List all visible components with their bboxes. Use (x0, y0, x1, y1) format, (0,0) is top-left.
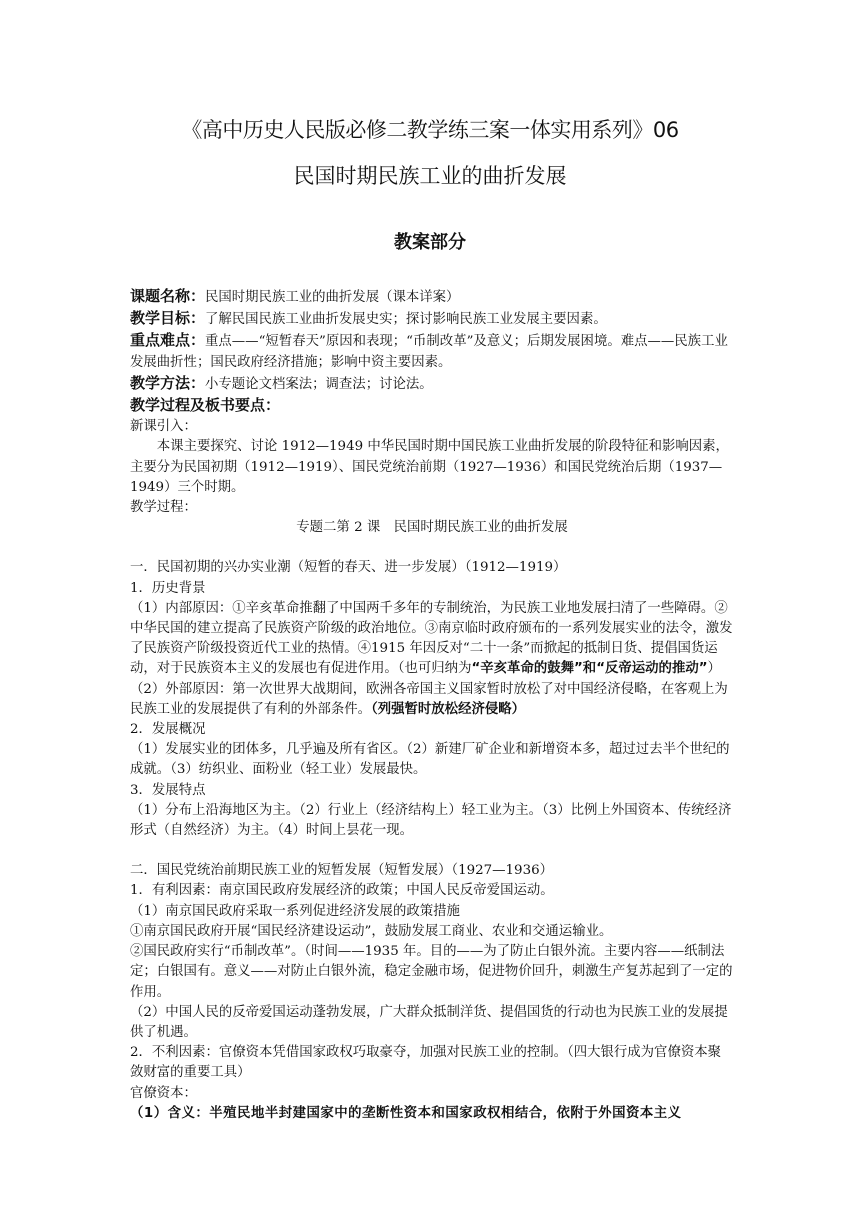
part1-s2: 2．发展概况 (130, 722, 206, 738)
part1-s1: 1．历史背景 (130, 580, 206, 596)
lesson-heading: 专题二第 2 课 民国时期民族工业的曲折发展 (296, 520, 568, 536)
part2-s1: 1．有利因素：南京国民政府发展经济的政策；中国人民反帝爱国运动。 (130, 883, 554, 899)
document-title: 《高中历史人民版必修二教学练三案一体实用系列》06 (181, 118, 679, 142)
process-heading (130, 395, 734, 417)
goal-label: 教学目标： (130, 309, 206, 328)
part2-heading: 二．国民党统治前期民族工业的短暂发展（短暂发展）（1927—1936） (130, 863, 554, 879)
goal-text: 了解民国民族工业曲折发展史实；探讨影响民族工业发展主要因素。 (205, 312, 607, 328)
section-title: 教案部分 (394, 232, 466, 253)
part2-s3: 官僚资本： (130, 1085, 197, 1101)
part1-s3-text: （1）分布上沿海地区为主。（2）行业上（经济结构上）轻工业为主。（3）比例上外国资本、传统经济形式（自然经济）为主。（4）时间上昙花一现。 (130, 802, 732, 839)
method-line (130, 373, 734, 395)
key-line (130, 330, 734, 372)
lesson-title: 民国时期民族工业的曲折发展 (293, 164, 567, 188)
goal-line (130, 308, 734, 330)
part2-s1-1b: ②国民政府实行“币制改革”。（时间——1935 年。目的——为了防止白银外流。主要内容——纸制法定；白银国有。意义——对防止白银外流，稳定金融市场，促进物价回升，刺激生产复苏起到了一定的作用。 (130, 944, 733, 1000)
key-label: 重点难点： (130, 331, 206, 350)
key-text: 重点——“短暂春天”原因和表现；“币制改革”及意义；后期发展困境。难点——民族工业发展曲折性；国民政府经济措施；影响中资主要因素。 (130, 334, 728, 370)
part1-internal-end: ） (707, 661, 721, 677)
topic-text: 民国时期民族工业的曲折发展（课本详案） (205, 290, 460, 305)
part1-s2-text: （1）发展实业的团体多，几乎遍及所有省区。（2）新建厂矿企业和新增资本多，超过过去半个世纪的成就。（3）纺织业、面粉业（轻工业）发展最快。 (130, 742, 730, 778)
method-label: 教学方法： (130, 373, 206, 392)
spacer (130, 841, 734, 861)
process-sub-label: 教学过程： (130, 500, 197, 516)
method-text: 小专题论文档案法；调查法；讨论法。 (205, 376, 433, 392)
part2-s3-1: （1）含义：半殖民地半封建国家中的垄断性资本和国家政权相结合，依附于外国资本主义 (130, 1105, 682, 1121)
part2-s1-1a: ①南京国民政府开展“国民经济建设运动”，鼓励发展工商业、农业和交通运输业。 (130, 923, 613, 939)
part2-s1-1: （1）南京国民政府采取一系列促进经济发展的政策措施 (130, 903, 460, 919)
part1-external-bold: （列强暂时放松经济侵略） (371, 701, 526, 717)
intro-paragraph: 本课主要探究、讨论 1912—1949 中华民国时期中国民族工业曲折发展的阶段特征和影响因素，主要分为民国初期（1912—1919）、国民党统治前期（1927—1936）和国民党统治后期（1937—1949）三个时期。 (130, 439, 729, 495)
intro-label: 新课引入： (130, 419, 197, 435)
spacer (130, 538, 734, 558)
part1-heading: 一．民国初期的兴办实业潮（短暂的春天、进一步发展）（1912—1919） (130, 560, 567, 576)
process-label: 教学过程及板书要点： (130, 396, 281, 415)
topic-label: 课题名称： (130, 287, 206, 305)
part1-internal-bold: “辛亥革命的鼓舞”和“反帝运动的推动” (471, 661, 708, 677)
part1-internal-text: （1）内部原因：①辛亥革命推翻了中国两千多年的专制统治，为民族工业地发展扫清了一些障碍。②中华民国的建立提高了民族资产阶级的政治地位。③南京临时政府颁布的一系列发展实业的法令，激发了民族资产阶级投资近代工业的热情。④1915 年因反对“二十一条”而掀起的抵制日货、提倡国货运动，对于民族资本主义的发展也有促进作用。（也可归纳为 (130, 600, 733, 677)
topic-line (130, 286, 734, 308)
part2-s2: 2．不利因素：官僚资本凭借国家政权巧取豪夺，加强对民族工业的控制。（四大银行成为官僚资本聚敛财富的重要工具） (130, 1045, 722, 1081)
part2-s1-2: （2）中国人民的反帝爱国运动蓬勃发展，广大群众抵制洋货、提倡国货的行动也为民族工业的发展提供了机遇。 (130, 1004, 728, 1040)
part1-s3: 3．发展特点 (130, 782, 206, 798)
part1-external-reasons (130, 680, 734, 720)
document-body (130, 286, 734, 1124)
part1-internal-reasons (130, 599, 734, 680)
part1-external-text: （2）外部原因：第一次世界大战期间，欧洲各帝国主义国家暂时放松了对中国经济侵略，在客观上为民族工业的发展提供了有利的外部条件。 (130, 681, 728, 717)
